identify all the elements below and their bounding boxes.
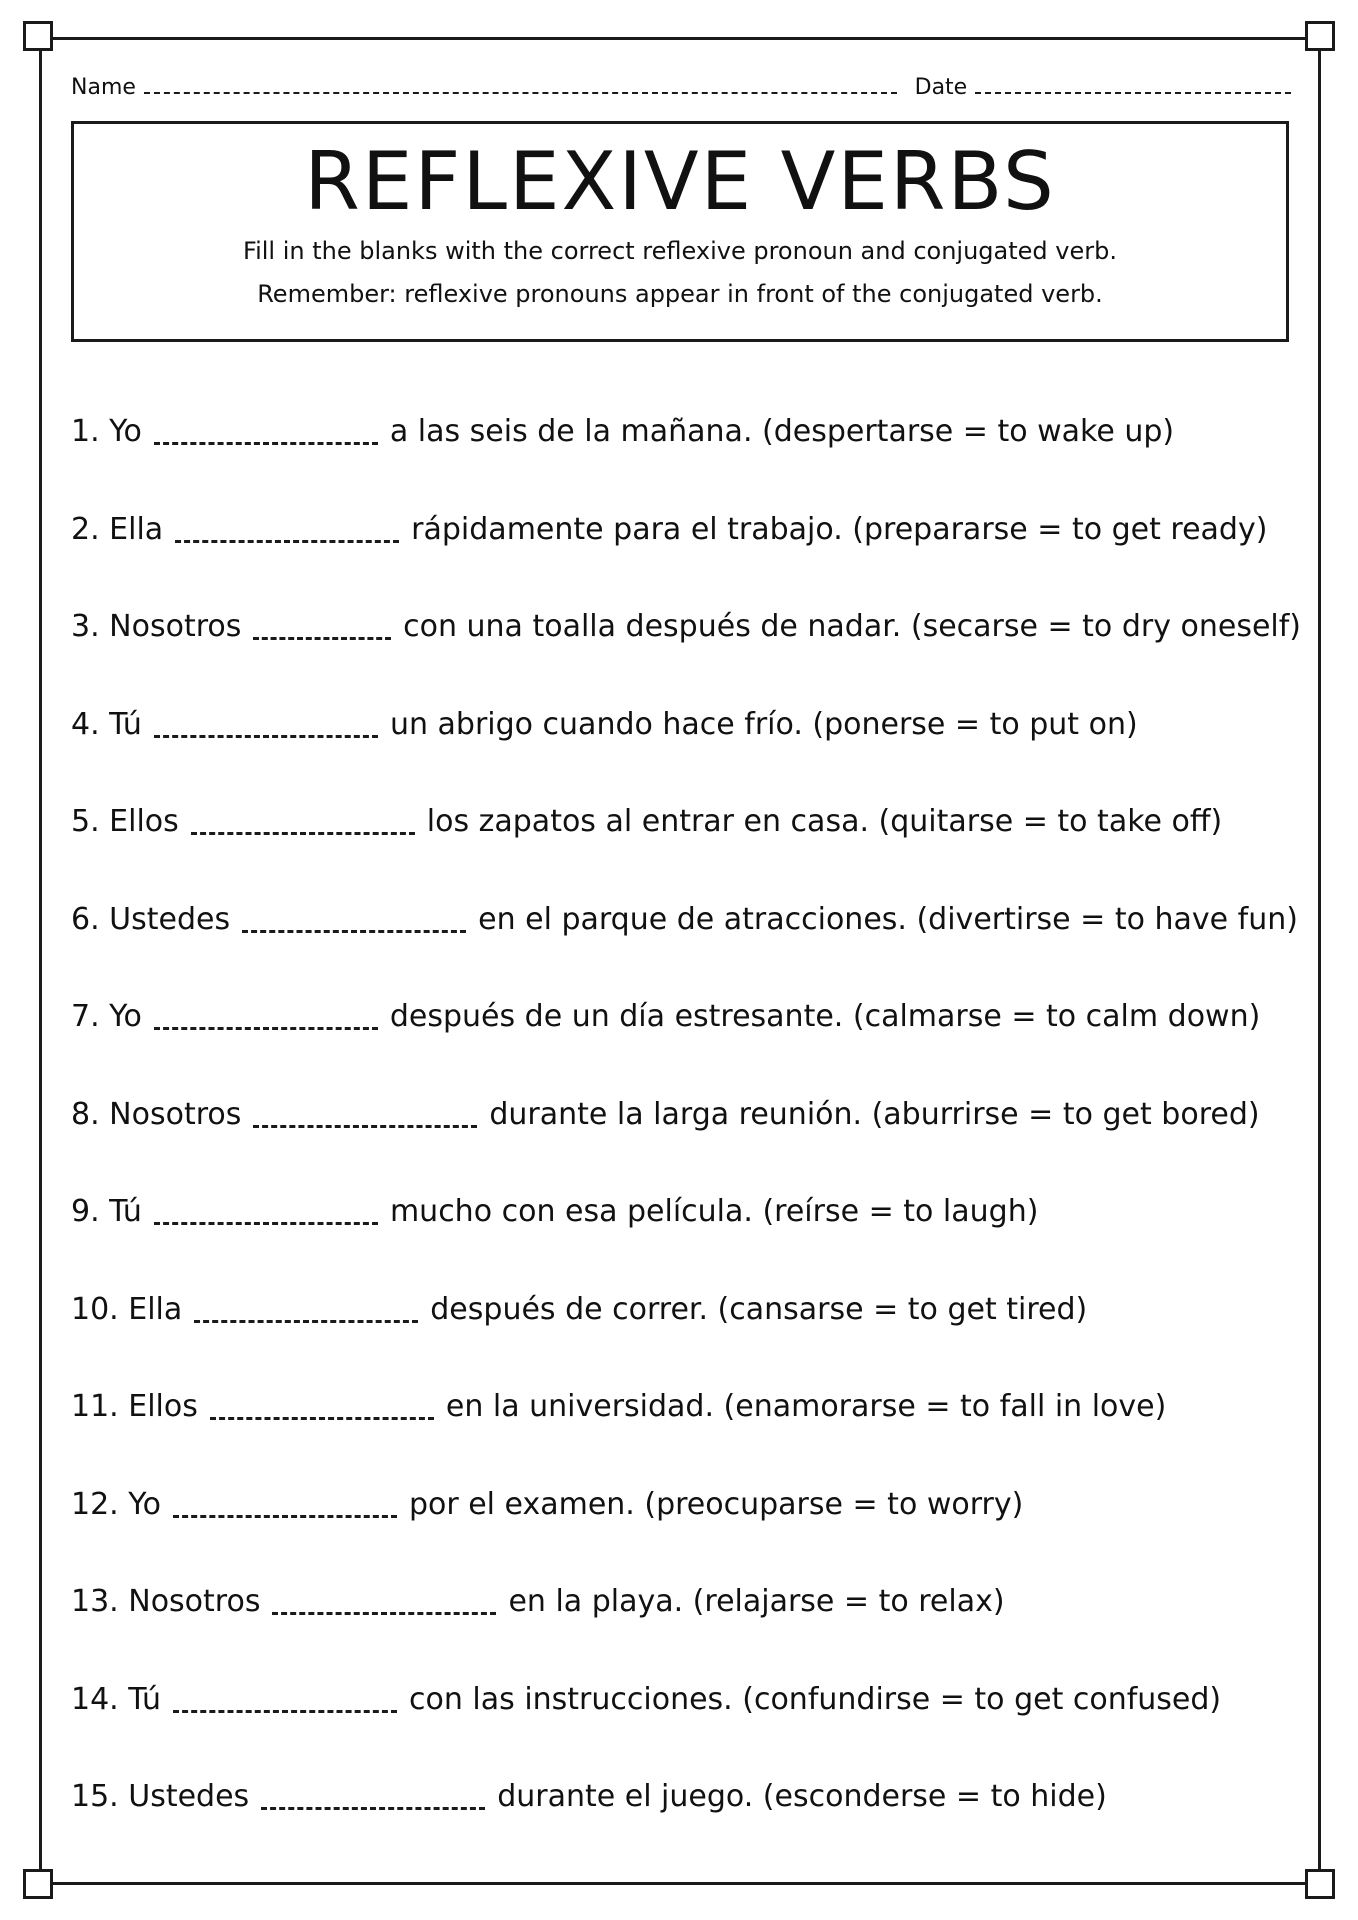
name-date-header <box>71 64 1291 100</box>
question-text: en la universidad. (enamorarse = to fall in love) <box>445 1389 1167 1424</box>
question-list <box>71 410 1301 1873</box>
answer-blank[interactable] <box>272 1612 496 1615</box>
question-text: los zapatos al entrar en casa. (quitarse = to take off) <box>426 804 1223 839</box>
question-item <box>71 1093 1301 1191</box>
question-text: mucho con esa película. (reírse = to laugh) <box>389 1194 1039 1229</box>
instruction-line-2: Remember: reflexive pronouns appear in front of the conjugated verb. <box>257 280 1103 308</box>
corner-square-bottom-left <box>23 1869 53 1899</box>
answer-blank[interactable] <box>210 1417 434 1420</box>
question-item <box>71 1190 1301 1288</box>
answer-blank[interactable] <box>173 1710 397 1713</box>
question-item <box>71 1483 1301 1581</box>
question-item <box>71 703 1301 801</box>
answer-blank[interactable] <box>261 1807 485 1810</box>
question-item <box>71 605 1301 703</box>
answer-blank[interactable] <box>194 1320 418 1323</box>
question-subject: 10. Ella <box>71 1291 183 1327</box>
question-subject: 8. Nosotros <box>71 1096 242 1132</box>
date-label: Date <box>914 75 968 100</box>
question-subject: 12. Yo <box>71 1486 161 1522</box>
question-text: en la playa. (relajarse = to relax) <box>508 1584 1005 1619</box>
answer-blank[interactable] <box>242 930 466 933</box>
question-text: en el parque de atracciones. (divertirse = to have fun) <box>478 901 1298 937</box>
question-text: después de un día estresante. (calmarse = to calm down) <box>389 999 1261 1034</box>
date-blank[interactable] <box>975 92 1291 94</box>
question-text: durante el juego. (esconderse = to hide) <box>497 1779 1107 1814</box>
question-subject: 6. Ustedes <box>71 901 231 937</box>
question-text: por el examen. (preocuparse = to worry) <box>408 1486 1024 1522</box>
question-subject: 7. Yo <box>71 999 142 1034</box>
question-subject: 1. Yo <box>71 414 142 449</box>
answer-blank[interactable] <box>175 540 399 543</box>
title-box <box>71 121 1289 342</box>
question-text: con las instrucciones. (confundirse = to get confused) <box>409 1681 1222 1717</box>
corner-square-top-left <box>23 21 53 51</box>
question-subject: 4. Tú <box>71 706 142 742</box>
question-text: con una toalla después de nadar. (secarse = to dry oneself) <box>403 609 1301 644</box>
question-text: después de correr. (cansarse = to get tired) <box>430 1291 1088 1327</box>
question-subject: 2. Ella <box>71 511 164 547</box>
question-item <box>71 1288 1301 1386</box>
question-text: a las seis de la mañana. (despertarse = to wake up) <box>389 414 1175 449</box>
answer-blank[interactable] <box>253 1125 477 1128</box>
question-item <box>71 800 1301 898</box>
instruction-line-1: Fill in the blanks with the correct reflexive pronoun and conjugated verb. <box>243 237 1117 265</box>
question-item <box>71 410 1301 508</box>
question-item <box>71 508 1301 606</box>
question-subject: 15. Ustedes <box>71 1779 250 1814</box>
corner-square-bottom-right <box>1305 1869 1335 1899</box>
question-item <box>71 1580 1301 1678</box>
question-text: rápidamente para el trabajo. (prepararse = to get ready) <box>411 511 1268 547</box>
answer-blank[interactable] <box>154 735 378 738</box>
answer-blank[interactable] <box>154 1222 378 1225</box>
answer-blank[interactable] <box>154 1027 378 1030</box>
question-text: un abrigo cuando hace frío. (ponerse = to put on) <box>389 706 1138 742</box>
name-blank[interactable] <box>144 92 897 94</box>
answer-blank[interactable] <box>154 442 378 445</box>
question-item <box>71 898 1301 996</box>
answer-blank[interactable] <box>173 1515 397 1518</box>
question-item <box>71 1678 1301 1776</box>
name-label: Name <box>71 75 136 100</box>
question-subject: 9. Tú <box>71 1194 142 1229</box>
question-subject: 3. Nosotros <box>71 609 242 644</box>
question-text: durante la larga reunión. (aburrirse = to get bored) <box>489 1096 1260 1132</box>
corner-square-top-right <box>1305 21 1335 51</box>
question-subject: 13. Nosotros <box>71 1584 261 1619</box>
question-subject: 14. Tú <box>71 1681 162 1717</box>
question-subject: 5. Ellos <box>71 804 179 839</box>
worksheet-title: REFLEXIVE VERBS <box>304 135 1056 228</box>
question-item <box>71 995 1301 1093</box>
question-subject: 11. Ellos <box>71 1389 198 1424</box>
answer-blank[interactable] <box>191 832 415 835</box>
question-item <box>71 1385 1301 1483</box>
answer-blank[interactable] <box>253 637 391 640</box>
question-item <box>71 1775 1301 1873</box>
